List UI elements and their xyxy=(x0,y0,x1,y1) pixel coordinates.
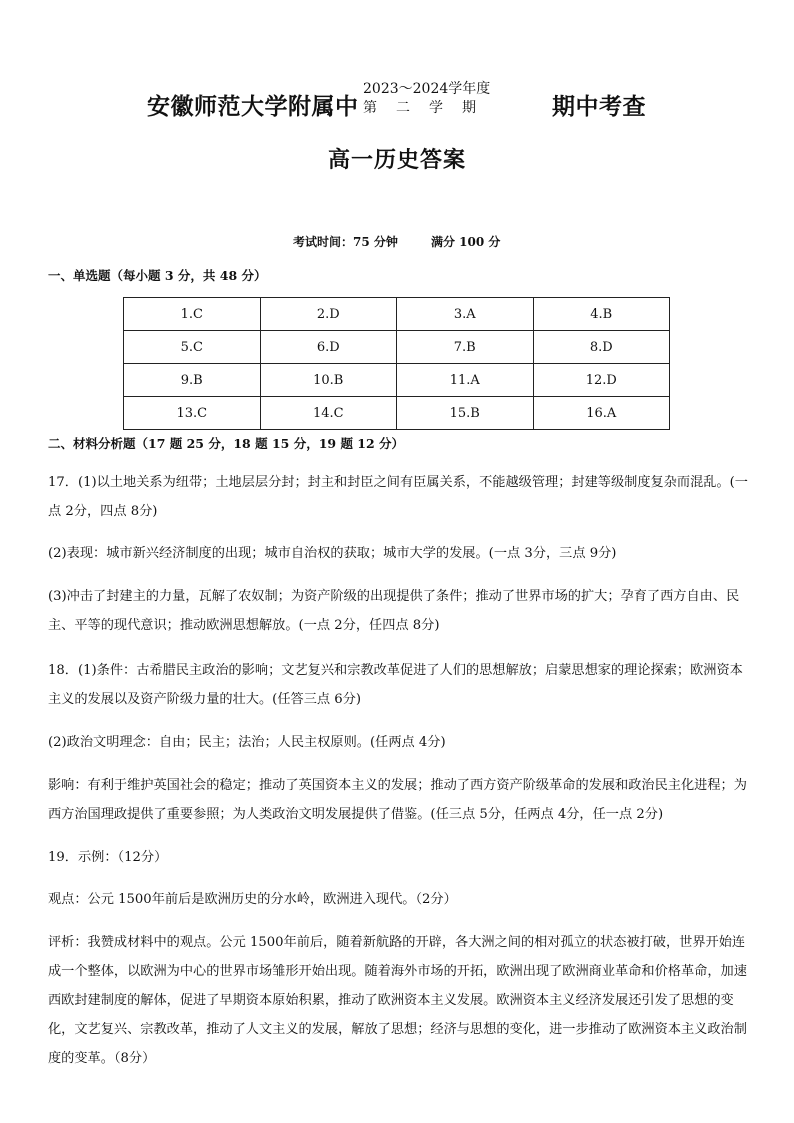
answer-cell: 15.B xyxy=(397,397,534,430)
answer-19-heading: 19．示例：（12分） xyxy=(48,850,168,865)
answer-18-1: 18．(1)条件：古希腊民主政治的影响；文艺复兴和宗教改革促进了人们的思想解放；启蒙思想家的理论探索；欧洲资本主义的发展以及资产阶级力量的壮大。(任答三点 6分) xyxy=(48,663,743,707)
table-row xyxy=(124,364,670,397)
answer-17-1: 17．(1)以土地关系为纽带；土地层层分封；封主和封臣之间有臣属关系，不能越级管理；封建等级制度复杂而混乱。(一点 2分，四点 8分) xyxy=(48,475,748,519)
answer-cell: 9.B xyxy=(124,364,261,397)
answer-19-commentary: 评析：我赞成材料中的观点。公元 1500年前后，随着新航路的开辟，各大洲之间的相对孤立的状态被打破，世界开始连成一个整体，以欧洲为中心的世界市场雏形开始出现。随着海外市场的开拓，欧洲出现了欧洲商业革命和价格革命，加速西欧封建制度的解体，促进了早期资本原始积累，推动了欧洲资本主义发展。欧洲资本主义经济发展还引发了思想的变化，文艺复兴、宗教改革，推动了人文主义的发展，解放了思想；经济与思想的变化，进一步推动了欧洲资本主义政治制度的变革。（8分） xyxy=(48,935,747,1066)
answer-cell: 16.A xyxy=(533,397,670,430)
full-score: 满分 100 分 xyxy=(431,235,501,249)
answer-cell: 2.D xyxy=(260,298,397,331)
answer-17-2: (2)表现：城市新兴经济制度的出现；城市自治权的获取；城市大学的发展。(一点 3分，三点 9分) xyxy=(48,546,617,561)
answer-17-3: (3)冲击了封建主的力量，瓦解了农奴制；为资产阶级的出现提供了条件；推动了世界市场的扩大；孕育了西方自由、民主、平等的现代意识；推动欧洲思想解放。(一点 2分，任四点 8分) xyxy=(48,589,740,633)
answer-cell: 7.B xyxy=(397,331,534,364)
exam-name: 期中考查 xyxy=(552,94,646,120)
section2-heading: 二、材料分析题（17 题 25 分，18 题 15 分，19 题 12 分） xyxy=(48,436,405,451)
table-row xyxy=(124,298,670,331)
answer-cell: 13.C xyxy=(124,397,261,430)
answer-cell: 10.B xyxy=(260,364,397,397)
answer-18-impact: 影响：有利于维护英国社会的稳定；推动了英国资本主义的发展；推动了西方资产阶级革命的发展和政治民主化进程；为西方治国理政提供了重要参照；为人类政治文明发展提供了借鉴。(任三点 5分，任两点 4分，任一点 2分) xyxy=(48,778,747,822)
answer-cell: 6.D xyxy=(260,331,397,364)
answer-cell: 8.D xyxy=(533,331,670,364)
answer-cell: 11.A xyxy=(397,364,534,397)
academic-year: 2023～2024学年度 xyxy=(363,81,491,97)
answer-cell: 14.C xyxy=(260,397,397,430)
answer-cell: 1.C xyxy=(124,298,261,331)
answer-19-viewpoint: 观点：公元 1500年前后是欧洲历史的分水岭，欧洲进入现代。（2分） xyxy=(48,892,457,907)
answer-cell: 12.D xyxy=(533,364,670,397)
section1-heading: 一、单选题（每小题 3 分，共 48 分） xyxy=(48,268,267,283)
answer-table xyxy=(123,297,670,430)
answer-cell: 4.B xyxy=(533,298,670,331)
answer-18-2: (2)政治文明理念：自由；民主；法治；人民主权原则。(任两点 4分) xyxy=(48,735,446,750)
exam-time: 考试时间：75 分钟 xyxy=(293,235,398,249)
term-block xyxy=(363,80,495,118)
answer-cell: 5.C xyxy=(124,331,261,364)
semester: 第二学期 xyxy=(363,100,495,116)
table-row xyxy=(124,331,670,364)
page-title: 高一历史答案 xyxy=(327,148,466,173)
answer-cell: 3.A xyxy=(397,298,534,331)
table-row xyxy=(124,397,670,430)
school-name: 安徽师范大学附属中 xyxy=(147,94,359,120)
